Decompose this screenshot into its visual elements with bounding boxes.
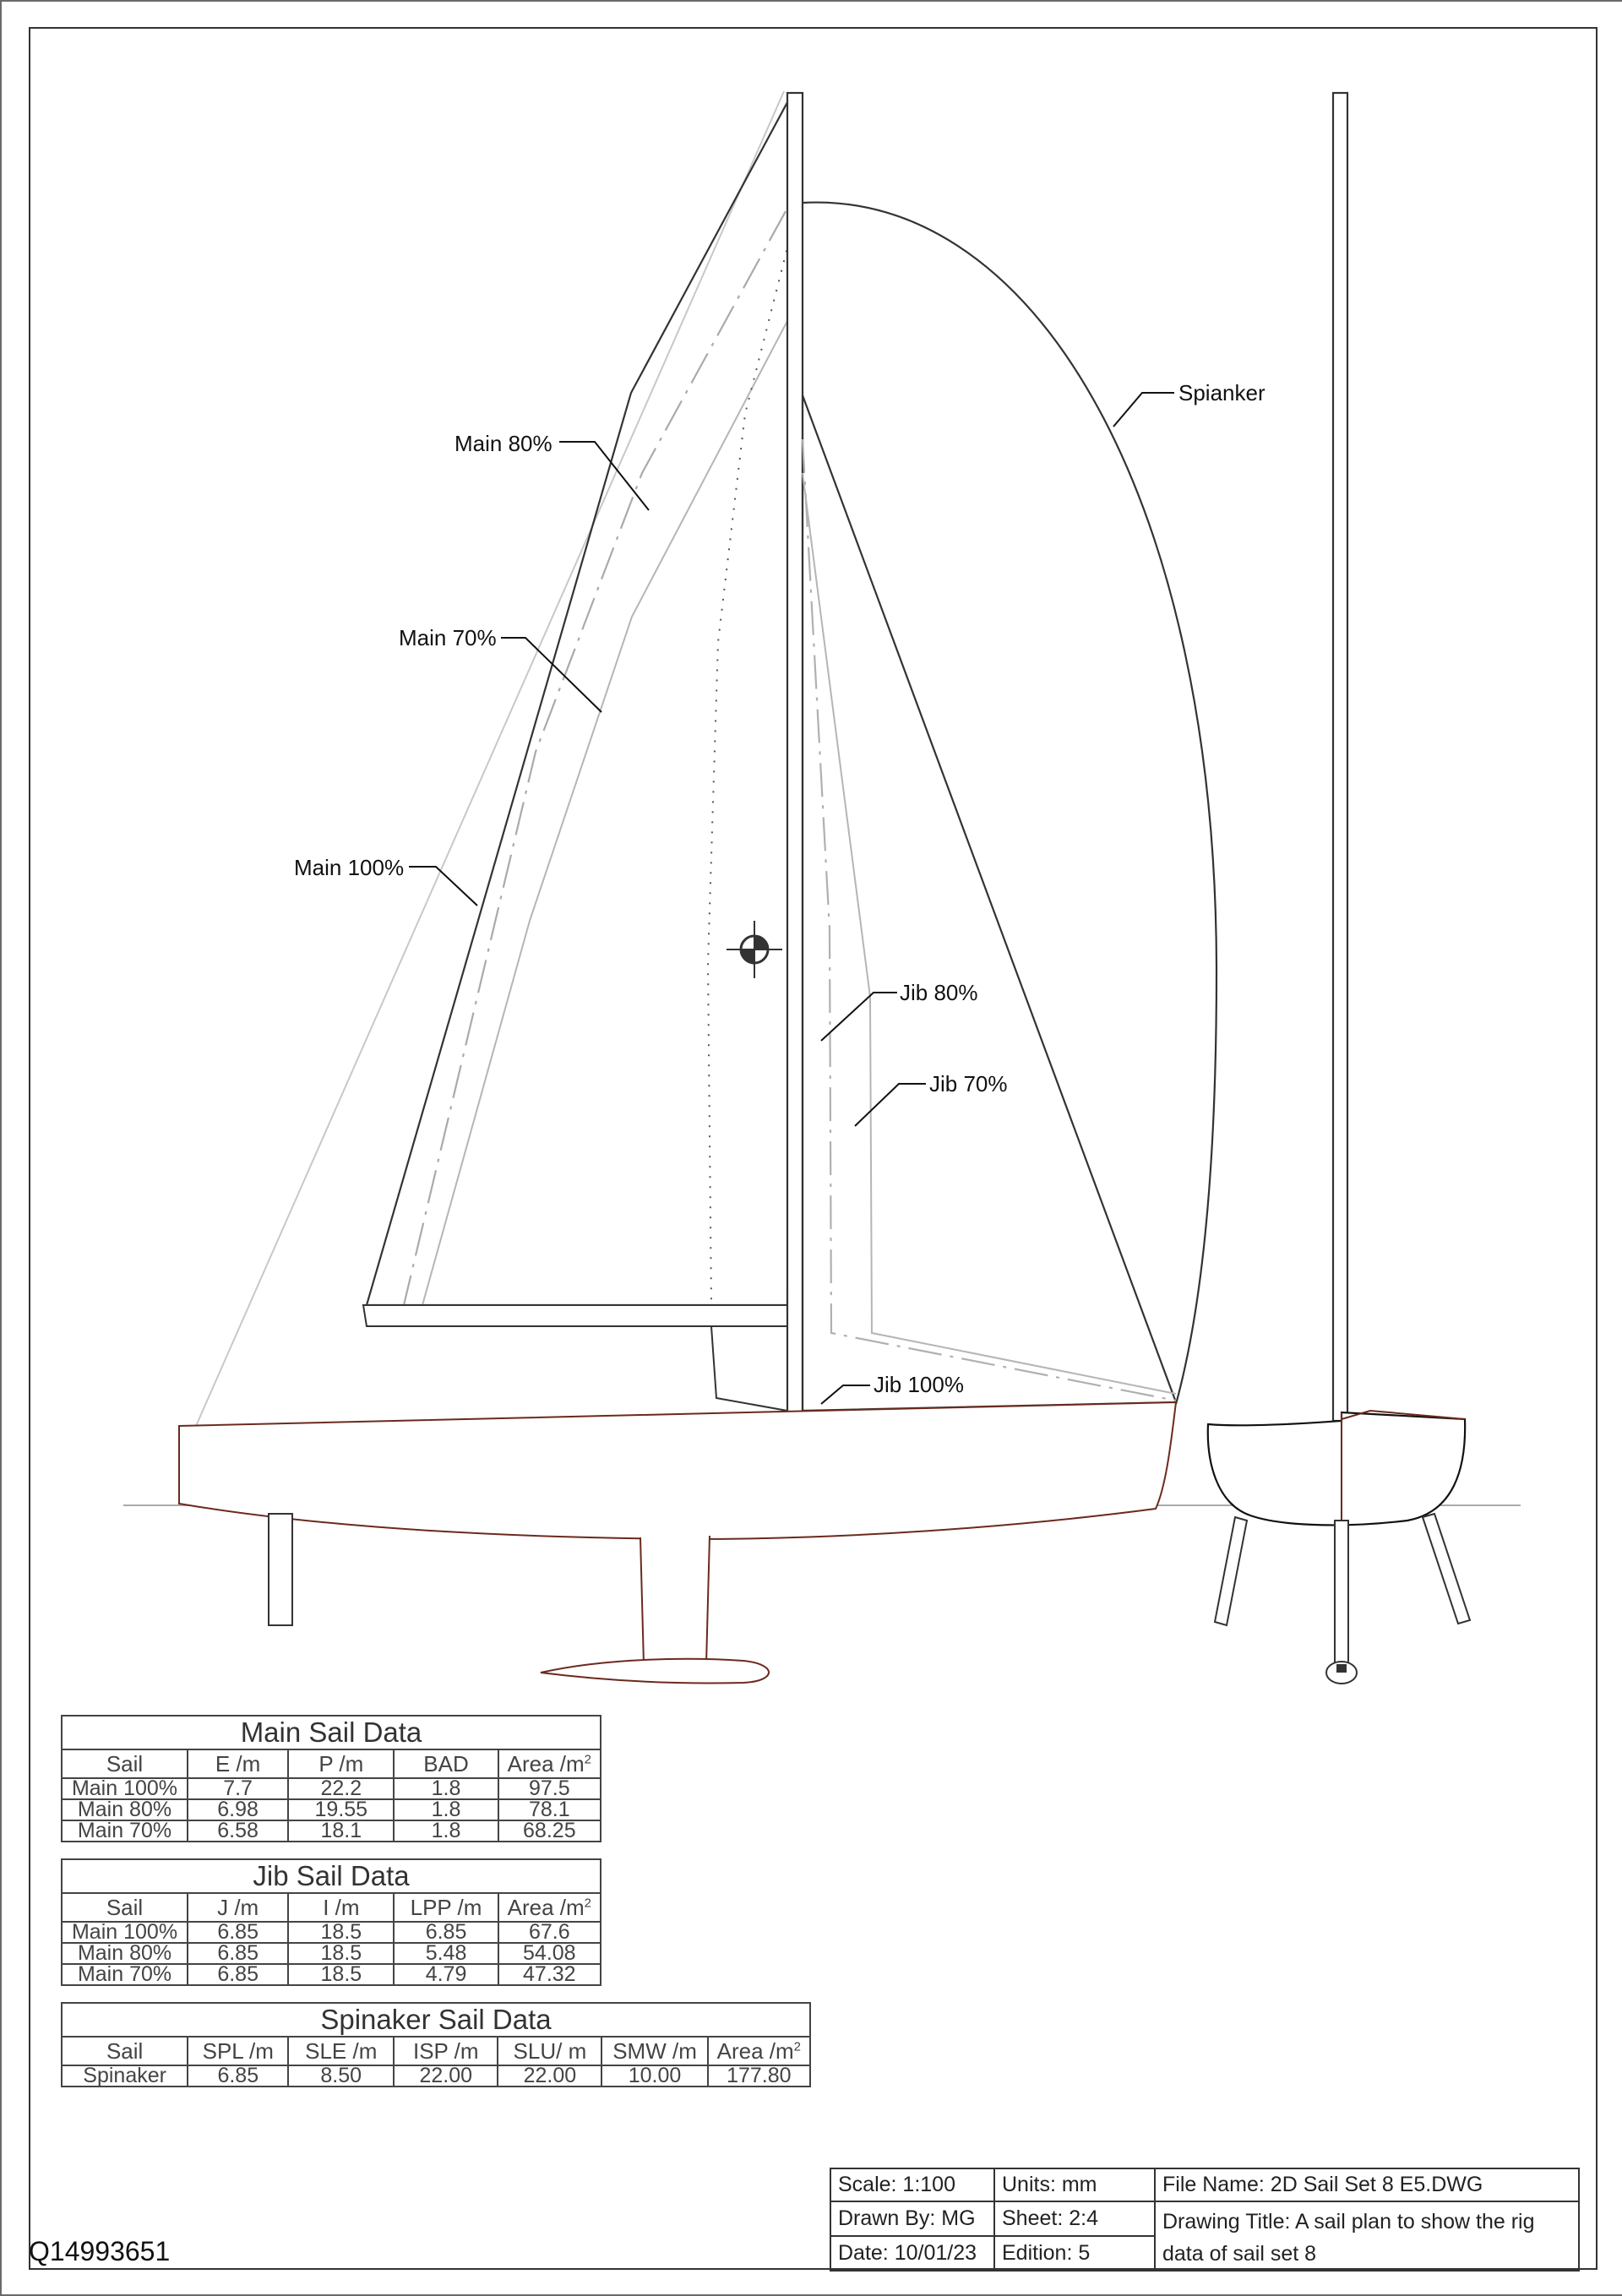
front-view-mast (1333, 93, 1347, 1421)
label-jib-80: Jib 80% (900, 980, 978, 1005)
boom (363, 1305, 791, 1326)
sheet: Sheet: 2:4 (994, 2201, 1155, 2236)
header-cell: BAD (394, 1749, 498, 1778)
header-cell: SLE /m (288, 2037, 394, 2065)
leader-spinaker (1113, 393, 1174, 427)
table-title: Spinaker Sail Data (62, 2003, 810, 2037)
table-row: Spinaker 6.85 8.50 22.00 22.00 10.00 177.80 (62, 2065, 810, 2087)
spinaker-sail-data-table (61, 2002, 811, 2087)
hull (179, 1402, 1176, 1539)
header-cell: Sail (62, 2037, 188, 2065)
title-block (830, 2168, 1580, 2272)
file-name: File Name: 2D Sail Set 8 E5.DWG (1155, 2168, 1579, 2201)
main-sail-data-table (61, 1715, 601, 1842)
table-title: Main Sail Data (62, 1716, 601, 1749)
jib-70-sail (803, 473, 1176, 1394)
front-view-left-foil (1215, 1517, 1247, 1625)
header-cell: P /m (288, 1749, 394, 1778)
front-view-hull (1208, 1412, 1465, 1525)
label-main-100: Main 100% (294, 855, 405, 880)
leader-jib-80 (821, 993, 897, 1041)
boom-panel (711, 1326, 787, 1411)
label-jib-70: Jib 70% (929, 1071, 1008, 1096)
header-cell: Sail (62, 1893, 188, 1922)
date: Date: 10/01/23 (830, 2236, 994, 2271)
header-cell: E /m (188, 1749, 288, 1778)
main-100-sail (367, 93, 792, 1305)
table-row: Main 100% 7.7 22.2 1.8 97.5 (62, 1778, 601, 1799)
edition: Edition: 5 (994, 2236, 1155, 2271)
header-cell: I /m (288, 1893, 394, 1922)
header-cell: ISP /m (394, 2037, 498, 2065)
main-70-leech (422, 321, 787, 1305)
leader-jib-100 (821, 1385, 870, 1404)
label-main-80: Main 80% (454, 431, 552, 456)
jib-sail-data-table (61, 1858, 601, 1986)
header-cell: Area $/m^2$ (708, 2037, 810, 2065)
header-cell: LPP /m (394, 1893, 498, 1922)
header-cell: SLU/ m (498, 2037, 601, 2065)
label-main-70: Main 70% (399, 625, 497, 650)
units: Units: mm (994, 2168, 1155, 2201)
table-row: Main 70% 6.85 18.5 4.79 47.32 (62, 1964, 601, 1985)
scale: Scale: 1:100 (830, 2168, 994, 2201)
table-title: Jib Sail Data (62, 1859, 601, 1893)
header-cell: SMW /m (601, 2037, 707, 2065)
header-cell: Area $/m^2$ (498, 1749, 601, 1778)
leader-main-100 (409, 867, 477, 906)
table-row: Main 70% 6.58 18.1 1.8 68.25 (62, 1820, 601, 1842)
table-row: Main 100% 6.85 18.5 6.85 67.6 (62, 1922, 601, 1943)
spinaker-sail (803, 203, 1216, 1404)
label-spinaker: Spianker (1178, 380, 1265, 405)
centre-of-effort-marker (727, 921, 782, 978)
drawn-by: Drawn By: MG (830, 2201, 994, 2236)
rudder (269, 1514, 292, 1625)
keel-fin (640, 1536, 710, 1664)
jib-80-sail (803, 439, 1176, 1401)
label-jib-100: Jib 100% (874, 1372, 964, 1397)
main-80-leech (404, 211, 786, 1305)
front-view-right-foil (1423, 1514, 1470, 1624)
drawing-title: Drawing Title: A sail plan to show the rig data of sail set 8 (1155, 2201, 1579, 2271)
mast (787, 93, 803, 1417)
header-cell: SPL /m (188, 2037, 288, 2065)
header-cell: Sail (62, 1749, 188, 1778)
leader-jib-70 (855, 1084, 926, 1126)
main-dotted-line (708, 211, 797, 1305)
forestay (196, 91, 784, 1426)
header-cell: Area $/m^2$ (498, 1893, 601, 1922)
table-row: Main 80% 6.98 19.55 1.8 78.1 (62, 1799, 601, 1820)
drawing-number: Q14993651 (29, 2236, 171, 2266)
header-cell: J /m (188, 1893, 288, 1922)
table-row: Main 80% 6.85 18.5 5.48 54.08 (62, 1943, 601, 1964)
front-view-keel (1335, 1521, 1348, 1664)
keel-bulb (541, 1659, 769, 1684)
